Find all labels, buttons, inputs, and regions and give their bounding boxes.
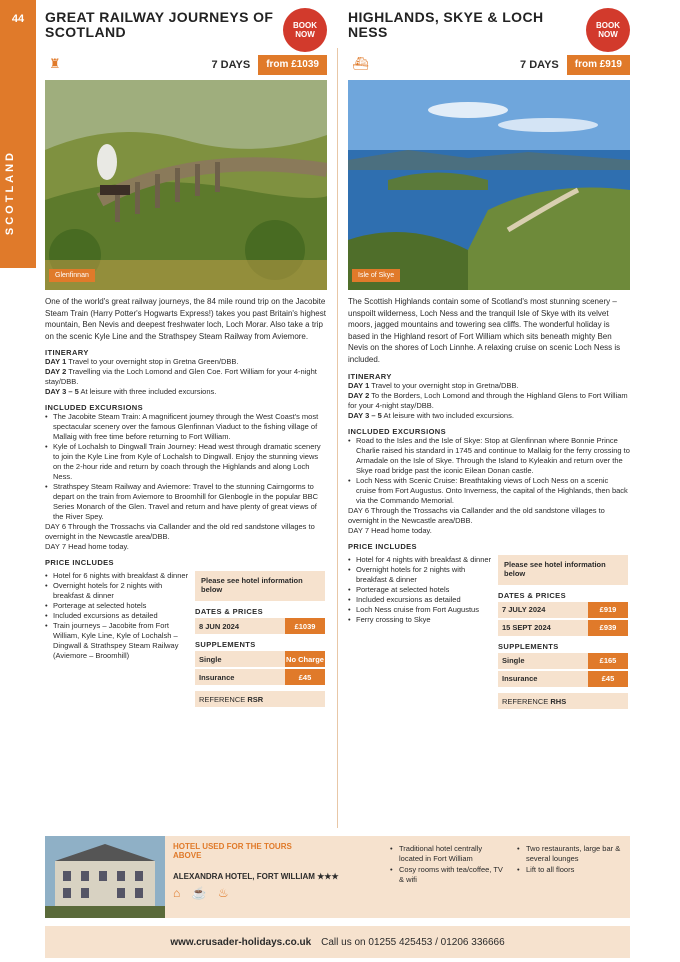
date-price-row: 15 SEPT 2024 £939 (498, 620, 628, 636)
photo-caption: Glenfinnan (49, 269, 95, 282)
list-item: • Road to the Isles and the Isle of Skye: Stop at Glenfinnan where Bonnie Prince Charlie raised his standard in 1745 and continue to Mallaig for the ferry crossing to Armadale on the Isle of Skye. Through the Island to Kyleakin and return over the Skye road bridge past the iconic Eilean Donan castle. (348, 436, 630, 476)
tour-photo (45, 80, 327, 290)
dates-heading: DATES & PRICES (498, 590, 566, 600)
tour-highlands-skye (348, 10, 630, 709)
isle-of-skye-image (348, 80, 630, 290)
reference-code: REFERENCE RHS (498, 693, 628, 709)
website-link[interactable]: www.crusader-holidays.co.uk (170, 936, 312, 948)
itinerary-day-7: DAY 7 Head home today. (45, 542, 129, 552)
list-item: • Porterage at selected hotels (45, 601, 195, 611)
itinerary-day-6: DAY 6 Through the Trossachs via Callander and the old red sandstone villages to overnight in the Newcastle area/DBB. (45, 522, 315, 542)
list-item: • Train journeys – Jacobite from Fort William, Kyle Line, Kyle of Lochalsh – Dingwall & Strathspey Steam Railway (Aviemore – Broomhill) (45, 621, 195, 661)
itinerary-heading: ITINERARY (348, 371, 392, 381)
supplements-heading: SUPPLEMENTS (498, 641, 559, 651)
price-row (348, 54, 630, 76)
supplement-row: Insurance £45 (498, 671, 628, 687)
phone-numbers: Call us on 01255 425453 / 01206 336666 (321, 936, 505, 948)
dates-heading: DATES & PRICES (195, 607, 263, 617)
tour-intro: The Scottish Highlands contain some of Scotland's most stunning scenery – unspoilt wilderness, Loch Ness and the tranquil Isle of Skye with its velvet moors, jagged mountains and towering sea cliffs. The wonderful holiday is based in the Highland resort of Fort William which sits beneath mighty Ben Nevis on the shores of Loch Linnhe. A relaxing cruise on scenic Loch Ness is included. (348, 297, 621, 364)
train-icon: ♜ (49, 56, 61, 71)
price-includes-heading: PRICE INCLUDES (45, 558, 114, 568)
list-item: • Overnight hotels for 2 nights with breakfast & dinner (348, 565, 498, 585)
price-block (348, 555, 630, 709)
ship-icon: ⛴ (352, 56, 369, 71)
list-item: • Overnight hotels for 2 nights with breakfast & dinner (45, 581, 195, 601)
itinerary-day: DAY 2 To the Borders, Loch Lomond and through the Highland Glens to Fort William for your 4-night stay/DBB. (348, 390, 628, 410)
tour-photo (348, 80, 630, 290)
hotel-amenity-icons: ⌂ ☕ ♨ (173, 886, 233, 900)
list-item: • Hotel for 4 nights with breakfast & dinner (348, 555, 498, 565)
duration: 7 DAYS (211, 59, 251, 71)
price-includes-heading: PRICE INCLUDES (348, 541, 417, 551)
list-item: • Included excursions as detailed (348, 595, 498, 605)
list-item: • Lift to all floors (517, 865, 627, 875)
excursion-list (45, 412, 327, 522)
list-item: • Loch Ness with Scenic Cruise: Breathtaking views of Loch Ness on a scenic cruise from Fort Augustus. Onto Inverness, the capital of the Highlands, then back via the Commando Memorial. (348, 476, 630, 506)
hotel-note: Please see hotel information below (195, 571, 325, 601)
supplement-row: Single £165 (498, 653, 628, 669)
list-item: • Hotel for 6 nights with breakfast & dinner (45, 571, 195, 581)
hotel-photo (45, 836, 165, 918)
excursions-heading: INCLUDED EXCURSIONS (45, 403, 144, 413)
photo-caption: Isle of Skye (352, 269, 400, 282)
hotel-note: Please see hotel information below (498, 555, 628, 585)
itinerary-day-7: DAY 7 Head home today. (348, 525, 432, 535)
book-now-badge[interactable]: BOOK NOW (586, 8, 630, 52)
supplement-row: Single No Charge (195, 651, 325, 667)
contact-footer (45, 926, 630, 958)
list-item: • Kyle of Lochalsh to Dingwall Train Journey: Head west through dramatic scenery to join the Kyle Line from Kyle of Lochalsh to Dingwall. Enjoy the stunning views on the 2-hour ride and return by coach through the Highlands and along Loch Ness. (45, 442, 327, 482)
hotel-building-image (45, 836, 165, 918)
itinerary-day-6: DAY 6 Through the Trossachs via Callander and the old sandstone villages to overnight in the Newcastle area/DBB. (348, 505, 605, 525)
itinerary-day: DAY 1 Travel to your overnight stop in Gretna Green/DBB. (45, 357, 239, 367)
list-item: • Loch Ness cruise from Fort Augustus (348, 605, 498, 615)
duration: 7 DAYS (520, 59, 559, 71)
from-price: from £919 (567, 55, 630, 75)
hotel-info (45, 836, 630, 918)
list-item: • Included excursions as detailed (45, 611, 195, 621)
list-item: • Strathspey Steam Railway and Aviemore: Travel to the stunning Cairngorms to depart on the train from Aviemore to Broomhill for Glenbogle in the popular BBC Series Monarch of the Glen. Travel and return and have plenty of great views of the River Spey. (45, 482, 327, 522)
page-number: 44 (0, 0, 36, 38)
supplements-heading: SUPPLEMENTS (195, 640, 256, 650)
hotel-heading: HOTEL USED FOR THE TOURS ABOVE (173, 842, 292, 860)
hotel-features (517, 844, 627, 876)
itinerary-day: DAY 2 Travelling via the Loch Lomond and Glen Coe. Fort William for your 4-night stay/DBB. (45, 367, 317, 387)
tour-title: GREAT RAILWAY JOURNEYS OF SCOTLAND (45, 9, 274, 40)
list-item: • Ferry crossing to Skye (348, 615, 498, 625)
price-block (45, 571, 327, 707)
hotel-name: ALEXANDRA HOTEL, FORT WILLIAM ★★★ (173, 872, 339, 881)
price-row (45, 54, 327, 76)
list-item: • The Jacobite Steam Train: A magnificent journey through the West Coast's most spectacular scenery over the famous Glenfinnan Viaduct to the fishing village of Mallaig with free time before returning to Fort William. (45, 412, 327, 442)
itinerary-day: DAY 3 – 5 At leisure with two included excursions. (348, 410, 514, 420)
itinerary-day: DAY 1 Travel to your overnight stop in Gretna/DBB. (348, 380, 519, 390)
tour-intro: One of the world's great railway journeys, the 84 mile round trip on the Jacobite Steam Train (Harry Potter's Hogwarts Express!) takes you past Britain's highest mountain, Ben Nevis and deepest freshwater loch, Loch Morar. Also take a trip on the scenic Kyle Line and the Strathspey Steam Railway from Aviemore. (45, 297, 326, 341)
list-item: • Traditional hotel centrally located in Fort William (390, 844, 505, 864)
section-label: SCOTLAND (4, 150, 16, 236)
list-item: • Two restaurants, large bar & several lounges (517, 844, 627, 864)
list-item: • Porterage at selected hotels (348, 585, 498, 595)
reference-code: REFERENCE RSR (195, 691, 325, 707)
book-now-badge[interactable]: BOOK NOW (283, 8, 327, 52)
list-item: • Cosy rooms with tea/coffee, TV & wifi (390, 865, 505, 885)
glenfinnan-viaduct-image (45, 80, 327, 290)
price-includes-list (45, 571, 195, 661)
excursions-heading: INCLUDED EXCURSIONS (348, 426, 447, 436)
price-includes-list (348, 555, 498, 625)
hotel-features (390, 844, 505, 886)
tour-title: HIGHLANDS, SKYE & LOCH NESS (348, 9, 544, 40)
supplement-row: Insurance £45 (195, 669, 325, 685)
itinerary-heading: ITINERARY (45, 348, 89, 358)
from-price: from £1039 (258, 55, 327, 75)
column-divider (337, 48, 338, 828)
tour-railway-journeys (45, 10, 327, 707)
date-price-row: 7 JULY 2024 £919 (498, 602, 628, 618)
itinerary-day: DAY 3 – 5 At leisure with three included excursions. (45, 387, 217, 397)
excursion-list (348, 436, 630, 506)
date-price-row: 8 JUN 2024 £1039 (195, 618, 325, 634)
